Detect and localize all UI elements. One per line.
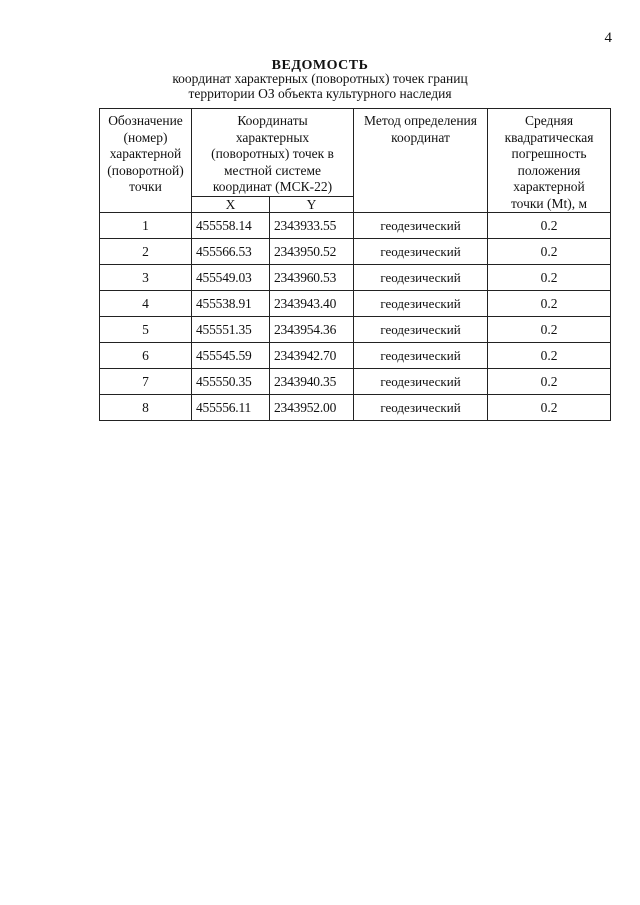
point-number: 4 — [100, 291, 192, 317]
coord-x: 455545.59 — [192, 343, 270, 369]
coord-x: 455558.14 — [192, 213, 270, 239]
header-method: Метод определения координат — [354, 109, 488, 213]
table-row — [100, 265, 611, 291]
coord-y: 2343950.52 — [270, 239, 354, 265]
coord-y: 2343933.55 — [270, 213, 354, 239]
subtitle-line-2: территории ОЗ объекта культурного наследия — [188, 86, 452, 101]
header-y: Y — [270, 197, 354, 213]
table-row — [100, 239, 611, 265]
coord-y: 2343960.53 — [270, 265, 354, 291]
header-point-number: Обозначение (номер) характерной (поворотной) точки — [100, 109, 192, 213]
point-number: 2 — [100, 239, 192, 265]
method-cell: геодезический — [354, 213, 488, 239]
error-cell: 0.2 — [488, 239, 611, 265]
error-cell: 0.2 — [488, 369, 611, 395]
coord-x: 455549.03 — [192, 265, 270, 291]
coord-y: 2343942.70 — [270, 343, 354, 369]
table-row — [100, 343, 611, 369]
coord-y: 2343940.35 — [270, 369, 354, 395]
header-x: X — [192, 197, 270, 213]
coord-y: 2343954.36 — [270, 317, 354, 343]
coordinates-table — [99, 108, 611, 421]
table-row — [100, 369, 611, 395]
method-cell: геодезический — [354, 239, 488, 265]
point-number: 1 — [100, 213, 192, 239]
table-row — [100, 213, 611, 239]
method-cell: геодезический — [354, 395, 488, 421]
error-cell: 0.2 — [488, 213, 611, 239]
error-cell: 0.2 — [488, 343, 611, 369]
method-cell: геодезический — [354, 291, 488, 317]
method-cell: геодезический — [354, 317, 488, 343]
coord-x: 455551.35 — [192, 317, 270, 343]
document-subtitle — [0, 71, 640, 101]
table-row — [100, 317, 611, 343]
point-number: 3 — [100, 265, 192, 291]
method-cell: геодезический — [354, 343, 488, 369]
error-cell: 0.2 — [488, 317, 611, 343]
coord-x: 455538.91 — [192, 291, 270, 317]
page-number: 4 — [604, 30, 612, 46]
method-cell: геодезический — [354, 265, 488, 291]
point-number: 6 — [100, 343, 192, 369]
method-cell: геодезический — [354, 369, 488, 395]
error-cell: 0.2 — [488, 291, 611, 317]
coord-y: 2343943.40 — [270, 291, 354, 317]
header-coordinates: Координаты характерных (поворотных) точек в местной системе координат (МСК-22) — [192, 109, 354, 197]
point-number: 7 — [100, 369, 192, 395]
coord-y: 2343952.00 — [270, 395, 354, 421]
point-number: 8 — [100, 395, 192, 421]
error-cell: 0.2 — [488, 265, 611, 291]
table-row — [100, 395, 611, 421]
error-cell: 0.2 — [488, 395, 611, 421]
coord-x: 455566.53 — [192, 239, 270, 265]
point-number: 5 — [100, 317, 192, 343]
coord-x: 455556.11 — [192, 395, 270, 421]
table-row — [100, 291, 611, 317]
subtitle-line-1: координат характерных (поворотных) точек границ — [172, 71, 468, 86]
document-title: ВЕДОМОСТЬ — [271, 58, 369, 73]
header-error: Средняя квадратическая погрешность положения характерной точки (Mt), м — [488, 109, 611, 213]
coord-x: 455550.35 — [192, 369, 270, 395]
